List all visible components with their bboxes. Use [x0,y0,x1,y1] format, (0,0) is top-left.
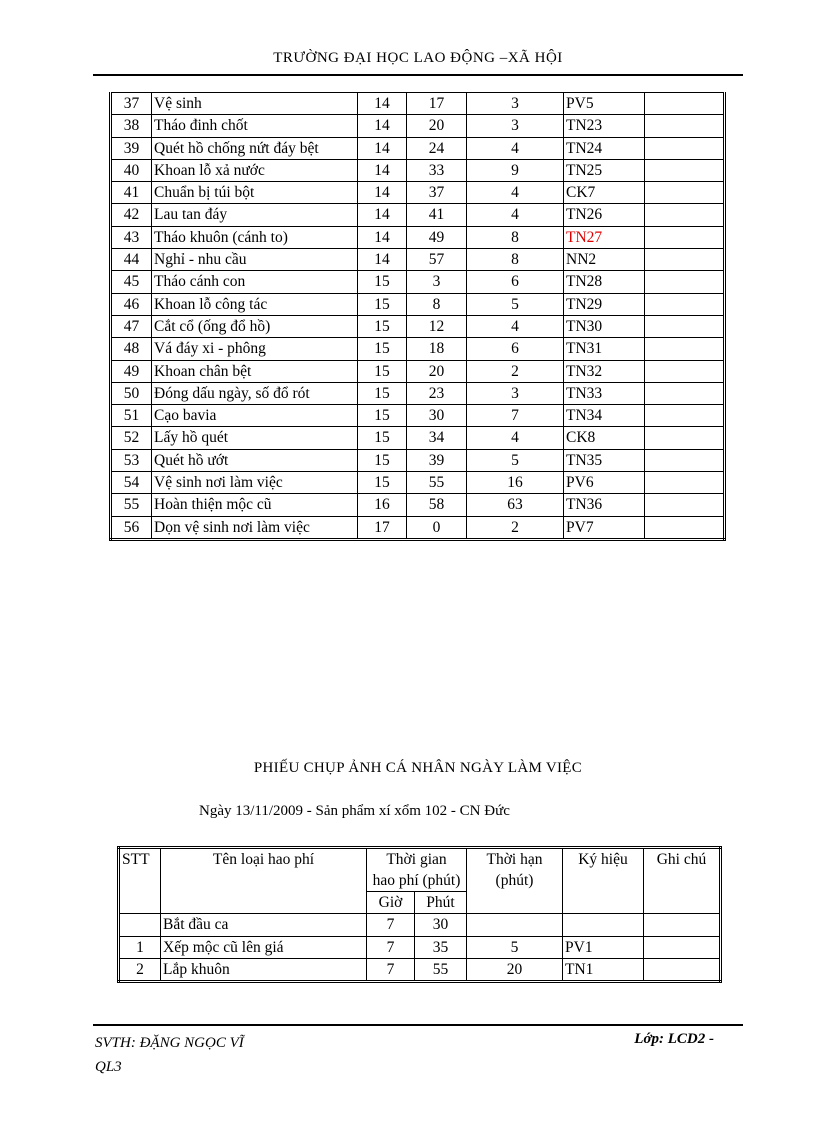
cell-m: 17 [407,93,467,115]
cell-h: 14 [358,226,407,248]
cell-name: Bắt đầu ca [161,914,367,936]
cell-dur: 5 [467,293,564,315]
cell-code: TN25 [564,159,645,181]
cell-h: 14 [358,137,407,159]
cell-code: CK8 [564,427,645,449]
cell-m: 24 [407,137,467,159]
cell-note [645,182,725,204]
cell-note [645,449,725,471]
cell-dur: 2 [467,360,564,382]
table-row [111,449,725,471]
cell-note [645,516,725,539]
cell-name: Tháo cánh con [152,271,358,293]
cell-code: TN1 [563,958,644,981]
cell-h: 16 [358,494,407,516]
cell-dur: 63 [467,494,564,516]
cell-note [645,338,725,360]
cell-note [645,204,725,226]
cell-name: Quét hồ ướt [152,449,358,471]
cell-name: Cắt cổ (ống đổ hồ) [152,315,358,337]
cell-stt: 42 [111,204,152,226]
cell-note [645,472,725,494]
table-row [111,315,725,337]
cell-note [645,93,725,115]
cell-name: Dọn vệ sinh nơi làm việc [152,516,358,539]
cell-h: 15 [358,449,407,471]
cell-code: NN2 [564,249,645,271]
cell-dur: 4 [467,427,564,449]
cell-stt: 39 [111,137,152,159]
work-day-snapshot-table [117,846,722,983]
cell-stt: 2 [119,958,161,981]
table-row [111,494,725,516]
cell-m: 20 [407,360,467,382]
cell-note [645,382,725,404]
header-duration-line1: Thời hạn [486,851,543,868]
section-subtitle: Ngày 13/11/2009 - Sản phẩm xí xổm 102 - CN Đức [199,803,510,819]
table-row [111,293,725,315]
cell-code: CK7 [564,182,645,204]
footer-student [95,1031,244,1079]
cell-stt: 41 [111,182,152,204]
cell-m: 3 [407,271,467,293]
cell-name: Cạo bavia [152,405,358,427]
header-hour: Giờ [367,892,415,914]
cell-name: Khoan chân bệt [152,360,358,382]
cell-dur: 3 [467,382,564,404]
cell-h: 15 [358,382,407,404]
cell-name: Chuẩn bị túi bột [152,182,358,204]
table-row [111,159,725,181]
cell-m: 49 [407,226,467,248]
cell-code: TN35 [564,449,645,471]
cell-code: TN29 [564,293,645,315]
cell-code: TN33 [564,382,645,404]
cell-name: Đóng dấu ngày, số đổ rót [152,382,358,404]
cell-dur: 6 [467,271,564,293]
cell-m: 39 [407,449,467,471]
cell-name: Nghỉ - nhu cầu [152,249,358,271]
table-row [111,137,725,159]
cell-stt: 49 [111,360,152,382]
cell-note [645,137,725,159]
table-row [111,204,725,226]
table-row [111,226,725,248]
cell-m: 34 [407,427,467,449]
table-row [111,338,725,360]
cell-dur: 7 [467,405,564,427]
cell-note [645,293,725,315]
cell-dur [467,914,563,936]
cell-dur: 3 [467,93,564,115]
table-row [111,271,725,293]
cell-dur: 2 [467,516,564,539]
cell-code: TN26 [564,204,645,226]
cell-name: Lau tan đáy [152,204,358,226]
page-header-title: TRƯỜNG ĐẠI HỌC LAO ĐỘNG –XÃ HỘI [273,50,563,66]
cell-m: 0 [407,516,467,539]
header-name: Tên loại hao phí [161,848,367,914]
cell-h: 7 [367,958,415,981]
cell-stt [119,914,161,936]
table-row [119,958,721,981]
cell-name: Tháo khuôn (cánh to) [152,226,358,248]
cell-name: Khoan lỗ xả nước [152,159,358,181]
cell-h: 15 [358,472,407,494]
cell-stt: 52 [111,427,152,449]
cell-h: 15 [358,315,407,337]
cell-code: PV1 [563,936,644,958]
table-row [111,427,725,449]
cell-dur: 5 [467,936,563,958]
cell-h: 14 [358,204,407,226]
cell-name: Vá đáy xi - phông [152,338,358,360]
cell-h: 14 [358,159,407,181]
cell-code: PV6 [564,472,645,494]
cell-h: 7 [367,936,415,958]
cell-h: 7 [367,914,415,936]
table-row [111,472,725,494]
cell-stt: 1 [119,936,161,958]
cell-name: Quét hồ chống nứt đáy bệt [152,137,358,159]
cell-code: TN27 [564,226,645,248]
cell-stt: 54 [111,472,152,494]
table-row [111,182,725,204]
cell-name: Hoàn thiện mộc cũ [152,494,358,516]
cell-m: 18 [407,338,467,360]
cell-stt: 47 [111,315,152,337]
cell-name: Tháo đinh chốt [152,115,358,137]
cell-note [645,115,725,137]
cell-h: 15 [358,360,407,382]
table-row [111,115,725,137]
table-row [119,914,721,936]
header-time-line2: hao phí (phút) [372,872,461,889]
cell-code: PV5 [564,93,645,115]
cell-dur: 9 [467,159,564,181]
cell-m: 55 [415,958,467,981]
work-steps-table-continued [109,92,726,541]
cell-code: PV7 [564,516,645,539]
cell-m: 20 [407,115,467,137]
header-duration-line2: (phút) [495,872,534,889]
cell-note [645,427,725,449]
cell-dur: 4 [467,137,564,159]
cell-stt: 37 [111,93,152,115]
cell-stt: 50 [111,382,152,404]
cell-note [645,249,725,271]
cell-code: TN31 [564,338,645,360]
cell-note [645,494,725,516]
cell-dur: 8 [467,249,564,271]
cell-stt: 43 [111,226,152,248]
cell-m: 41 [407,204,467,226]
cell-name: Xếp mộc cũ lên giá [161,936,367,958]
header-time [367,848,467,892]
cell-stt: 55 [111,494,152,516]
header-duration [467,848,563,914]
cell-note [645,271,725,293]
cell-m: 55 [407,472,467,494]
cell-dur: 4 [467,204,564,226]
cell-stt: 48 [111,338,152,360]
cell-h: 15 [358,293,407,315]
footer-class: Lớp: LCD2 - [634,1031,714,1047]
cell-note [645,226,725,248]
header-code: Ký hiệu [563,848,644,914]
cell-m: 57 [407,249,467,271]
cell-name: Khoan lỗ công tác [152,293,358,315]
section-title: PHIẾU CHỤP ẢNH CÁ NHÂN NGÀY LÀM VIỆC [253,760,583,776]
cell-code: TN23 [564,115,645,137]
cell-code: TN30 [564,315,645,337]
cell-note [645,360,725,382]
cell-code: TN36 [564,494,645,516]
cell-m: 33 [407,159,467,181]
footer-student-name: SVTH: ĐẶNG NGỌC VĨ [95,1035,244,1051]
header-note: Ghi chú [644,848,721,914]
cell-h: 14 [358,249,407,271]
cell-m: 23 [407,382,467,404]
cell-note [644,936,721,958]
cell-code: TN28 [564,271,645,293]
cell-dur: 8 [467,226,564,248]
cell-note [645,159,725,181]
cell-name: Vệ sinh nơi làm việc [152,472,358,494]
cell-stt: 38 [111,115,152,137]
cell-stt: 53 [111,449,152,471]
cell-dur: 16 [467,472,564,494]
table-row [119,936,721,958]
cell-code: TN34 [564,405,645,427]
cell-dur: 5 [467,449,564,471]
cell-name: Lấy hồ quét [152,427,358,449]
table-row [111,249,725,271]
cell-h: 15 [358,338,407,360]
table-row [111,516,725,539]
cell-m: 30 [407,405,467,427]
cell-m: 58 [407,494,467,516]
cell-m: 8 [407,293,467,315]
cell-h: 15 [358,271,407,293]
cell-code: TN24 [564,137,645,159]
header-minute: Phút [415,892,467,914]
cell-code: TN32 [564,360,645,382]
cell-h: 17 [358,516,407,539]
cell-dur: 4 [467,315,564,337]
cell-stt: 44 [111,249,152,271]
cell-note [644,914,721,936]
table-row [111,405,725,427]
cell-m: 30 [415,914,467,936]
footer-rule [93,1024,743,1026]
cell-note [645,315,725,337]
cell-note [645,405,725,427]
cell-m: 35 [415,936,467,958]
cell-m: 37 [407,182,467,204]
footer-student-class-code: QL3 [95,1059,122,1075]
cell-h: 15 [358,427,407,449]
cell-h: 14 [358,115,407,137]
table-row [111,93,725,115]
cell-code [563,914,644,936]
cell-dur: 6 [467,338,564,360]
cell-name: Vệ sinh [152,93,358,115]
cell-dur: 3 [467,115,564,137]
cell-h: 14 [358,182,407,204]
cell-stt: 46 [111,293,152,315]
cell-name: Lắp khuôn [161,958,367,981]
cell-dur: 4 [467,182,564,204]
header-stt: STT [119,848,161,914]
table-row [111,360,725,382]
cell-dur: 20 [467,958,563,981]
header-time-line1: Thời gian [386,851,447,868]
header-rule [93,74,743,76]
cell-stt: 51 [111,405,152,427]
table-row [111,382,725,404]
cell-stt: 56 [111,516,152,539]
cell-stt: 45 [111,271,152,293]
cell-m: 12 [407,315,467,337]
cell-note [644,958,721,981]
cell-h: 15 [358,405,407,427]
cell-stt: 40 [111,159,152,181]
cell-h: 14 [358,93,407,115]
